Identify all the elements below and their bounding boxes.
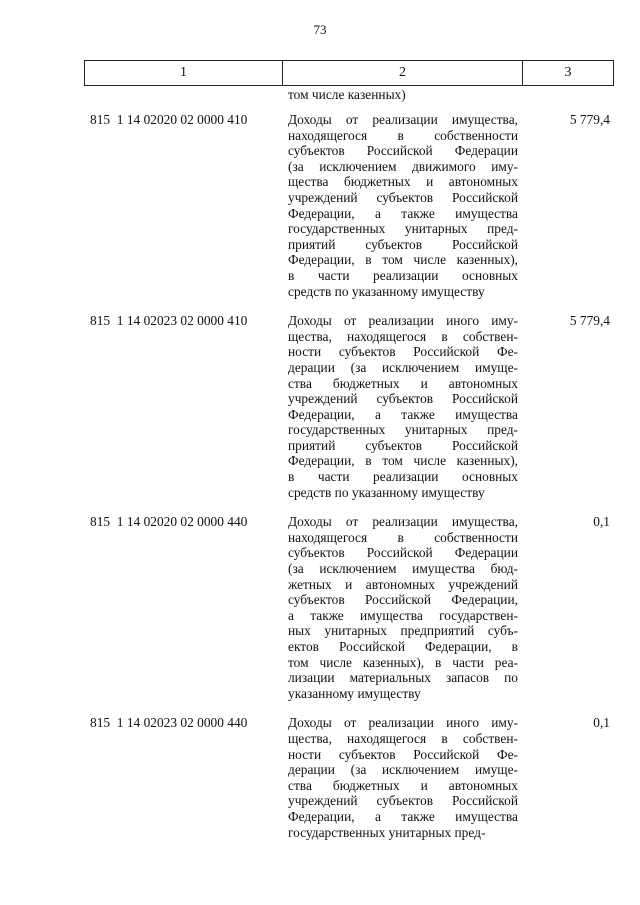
description-line: учреждений субъектов Российской	[288, 189, 518, 205]
row-description	[288, 715, 518, 840]
description-line: субъектов Российской Федерации	[288, 545, 518, 561]
column-header-3: 3	[564, 65, 572, 80]
description-line: ектов Российской Федерации, в	[288, 639, 518, 654]
description-line: щества бюджетных и автономных	[288, 174, 518, 190]
table-body	[90, 112, 612, 854]
description-line: (за исключением имущества бюд-	[288, 561, 518, 577]
description-line: в части реализации основных	[288, 469, 518, 485]
description-line: находящегося в собственности	[288, 127, 518, 143]
description-line: (за исключением движимого иму-	[288, 158, 518, 174]
table-row	[90, 112, 612, 299]
description-line: ства бюджетных и автономных	[288, 375, 518, 391]
budget-code: 815 1 14 02023 02 0000 440	[90, 715, 248, 731]
description-line: средств по указанному имуществу	[288, 283, 485, 299]
description-line: щества, находящегося в собствен-	[288, 328, 518, 344]
description-line: средств по указанному имуществу	[288, 484, 485, 500]
description-line: находящегося в собственности	[288, 529, 518, 545]
budget-code: 815 1 14 02020 02 0000 410	[90, 112, 248, 127]
description-line: дерации (за исключением имуще-	[288, 359, 518, 375]
description-line: а также имущества государствен-	[288, 607, 518, 623]
description-line: Доходы от реализации имущества,	[288, 514, 518, 530]
description-line: субъектов Российской Федерации,	[288, 592, 518, 608]
description-line: Федерации, а также имущества	[288, 406, 518, 422]
row-description	[288, 514, 518, 701]
description-line: Доходы от реализации иного иму-	[288, 715, 518, 731]
page-number: 73	[313, 22, 327, 37]
row-amount: 5 779,4	[569, 313, 610, 329]
table-row	[90, 715, 612, 840]
description-line: Доходы от реализации иного иму-	[288, 313, 518, 329]
row-amount: 0,1	[593, 514, 610, 530]
description-line: Федерации, в том числе казенных),	[288, 453, 518, 469]
description-line: государственных унитарных пред-	[288, 824, 486, 840]
description-line: лизации материальных запасов по	[288, 670, 518, 686]
row-amount: 5 779,4	[569, 112, 610, 127]
description-line: учреждений субъектов Российской	[288, 793, 518, 809]
description-line: субъектов Российской Федерации	[288, 143, 518, 159]
description-line: Федерации, а также имущества	[288, 808, 518, 824]
description-line: ности субъектов Российской Фе-	[288, 746, 518, 762]
description-line: дерации (за исключением имуще-	[288, 762, 518, 778]
description-line: государственных унитарных пред-	[288, 221, 518, 237]
description-line: приятий субъектов Российской	[288, 236, 518, 252]
row-description	[288, 313, 518, 500]
description-line: щества, находящегося в собствен-	[288, 730, 518, 746]
budget-code: 815 1 14 02020 02 0000 440	[90, 514, 248, 530]
table-column-header	[84, 60, 614, 86]
description-line: государственных унитарных пред-	[288, 422, 518, 438]
description-line: Федерации, а также имущества	[288, 205, 518, 221]
column-header-1: 1	[85, 61, 283, 85]
description-line: жетных и автономных учреждений	[288, 576, 518, 592]
continuation-text: том числе казенных)	[288, 87, 406, 102]
row-amount: 0,1	[593, 715, 610, 731]
table-row	[90, 313, 612, 500]
description-line: Доходы от реализации имущества,	[288, 112, 518, 127]
table-row	[90, 514, 612, 701]
description-line: ных унитарных предприятий субъ-	[288, 623, 518, 639]
description-line: ности субъектов Российской Фе-	[288, 344, 518, 360]
description-line: приятий субъектов Российской	[288, 437, 518, 453]
description-line: в части реализации основных	[288, 267, 518, 283]
description-line: ства бюджетных и автономных	[288, 777, 518, 793]
description-line: Федерации, в том числе казенных),	[288, 252, 518, 268]
column-header-2: 2	[283, 61, 523, 85]
description-line: том числе казенных), в части реа-	[288, 654, 518, 670]
description-line: указанному имуществу	[288, 685, 421, 701]
budget-code: 815 1 14 02023 02 0000 410	[90, 313, 248, 329]
description-line: учреждений субъектов Российской	[288, 391, 518, 407]
row-description	[288, 112, 518, 299]
